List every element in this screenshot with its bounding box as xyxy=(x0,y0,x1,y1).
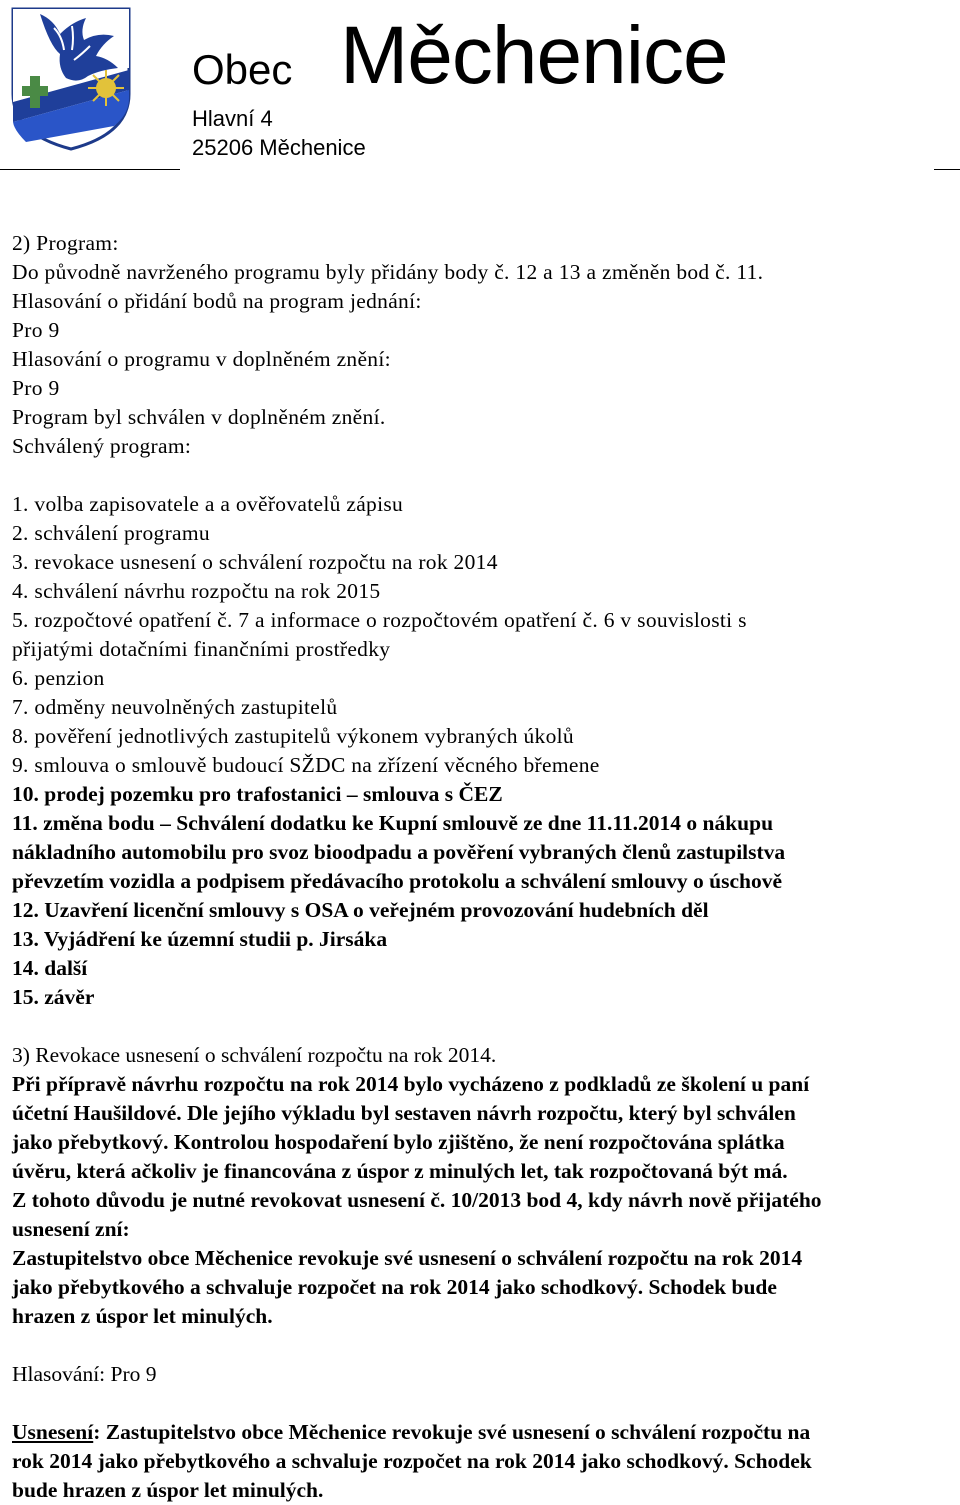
program-item: 13. Vyjádření ke územní studii p. Jirsáka xyxy=(12,927,388,951)
header-town-name: Měchenice xyxy=(340,10,728,101)
program-item: 9. smlouva o smlouvě budoucí SŽDC na zřízení věcného břemene xyxy=(12,753,600,777)
section-3-text: účetní Haušildové. Dle jejího výkladu byl sestaven návrh rozpočtu, který byl schválen xyxy=(12,1101,796,1125)
program-item: 14. další xyxy=(12,956,88,980)
header-address-street: Hlavní 4 xyxy=(192,106,273,131)
section-2-text: Do původně navrženého programu byly přidány body č. 12 a 13 a změněn bod č. 11. xyxy=(12,260,764,284)
section-3-text: jako přebytkového a schvaluje rozpočet na rok 2014 jako schodkový. Schodek bude xyxy=(12,1275,777,1299)
program-item: 10. prodej pozemku pro trafostanici – smlouva s ČEZ xyxy=(12,782,503,806)
program-item: 7. odměny neuvolněných zastupitelů xyxy=(12,695,338,719)
spacer xyxy=(12,1331,956,1360)
section-2-text: Schválený program: xyxy=(12,434,192,458)
program-item: 4. schválení návrhu rozpočtu na rok 2015 xyxy=(12,579,381,603)
program-item: nákladního automobilu pro svoz bioodpadu a pověření vybraných členů zastupilstva xyxy=(12,840,786,864)
resolution-text: : Zastupitelstvo obce Měchenice revokuje své usnesení o schválení rozpočtu na xyxy=(93,1420,811,1444)
section-2-text: Program byl schválen v doplněném znění. xyxy=(12,405,386,429)
section-3-text: jako přebytkový. Kontrolou hospodaření bylo zjištěno, že není rozpočtována splátka xyxy=(12,1130,785,1154)
municipal-coat-of-arms-icon xyxy=(10,6,132,152)
header-divider-left xyxy=(0,169,180,170)
spacer xyxy=(12,461,956,490)
program-item: 15. závěr xyxy=(12,985,95,1009)
resolution-text: bude hrazen z úspor let minulých. xyxy=(12,1478,324,1502)
header-divider-right xyxy=(934,169,960,170)
resolution-label: Usnesení xyxy=(12,1420,94,1444)
program-item: 11. změna bodu – Schválení dodatku ke Kupní smlouvě ze dne 11.11.2014 o nákupu xyxy=(12,811,774,835)
spacer xyxy=(12,1389,956,1418)
section-2-text: Pro 9 xyxy=(12,318,60,342)
letterhead xyxy=(0,0,960,175)
program-item: 3. revokace usnesení o schválení rozpočtu na rok 2014 xyxy=(12,550,498,574)
program-item: 2. schválení programu xyxy=(12,521,210,545)
program-item: 1. volba zapisovatele a a ověřovatelů zápisu xyxy=(12,492,404,516)
section-3-text: usnesení zní: xyxy=(12,1217,130,1241)
section-3-text: hrazen z úspor let minulých. xyxy=(12,1304,273,1328)
spacer xyxy=(12,1012,956,1041)
vote-result: Hlasování: Pro 9 xyxy=(12,1362,157,1386)
program-item: přijatými dotačními finančními prostředky xyxy=(12,637,391,661)
section-2-text: Hlasování o přidání bodů na program jednání: xyxy=(12,289,422,313)
section-3-text: Při přípravě návrhu rozpočtu na rok 2014 bylo vycházeno z podkladů ze školení u paní xyxy=(12,1072,810,1096)
minutes-body xyxy=(12,229,956,1505)
header-address-city: 25206 Měchenice xyxy=(192,135,366,160)
header-obec: Obec xyxy=(192,46,293,93)
program-item: převzetím vozidla a podpisem předávacího protokolu a schválení smlouvy o úschově xyxy=(12,869,783,893)
section-3-text: úvěru, která ačkoliv je financována z úspor z minulých let, tak rozpočtovaná být má. xyxy=(12,1159,788,1183)
resolution-line xyxy=(12,1418,956,1447)
section-2-text: Hlasování o programu v doplněném znění: xyxy=(12,347,391,371)
resolution-text: rok 2014 jako přebytkového a schvaluje rozpočet na rok 2014 jako schodkový. Schodek xyxy=(12,1449,812,1473)
program-item: 5. rozpočtové opatření č. 7 a informace o rozpočtovém opatření č. 6 v souvislosti s xyxy=(12,608,747,632)
program-item: 12. Uzavření licenční smlouvy s OSA o veřejném provozování hudebních děl xyxy=(12,898,709,922)
section-2-text: Pro 9 xyxy=(12,376,60,400)
program-item: 6. penzion xyxy=(12,666,105,690)
section-2-heading: 2) Program: xyxy=(12,231,119,255)
section-3-heading: 3) Revokace usnesení o schválení rozpočtu na rok 2014. xyxy=(12,1043,497,1067)
program-item: 8. pověření jednotlivých zastupitelů výkonem vybraných úkolů xyxy=(12,724,574,748)
section-3-text: Zastupitelstvo obce Měchenice revokuje své usnesení o schválení rozpočtu na rok 2014 xyxy=(12,1246,803,1270)
section-3-text: Z tohoto důvodu je nutné revokovat usnesení č. 10/2013 bod 4, kdy návrh nově přijatého xyxy=(12,1188,822,1212)
